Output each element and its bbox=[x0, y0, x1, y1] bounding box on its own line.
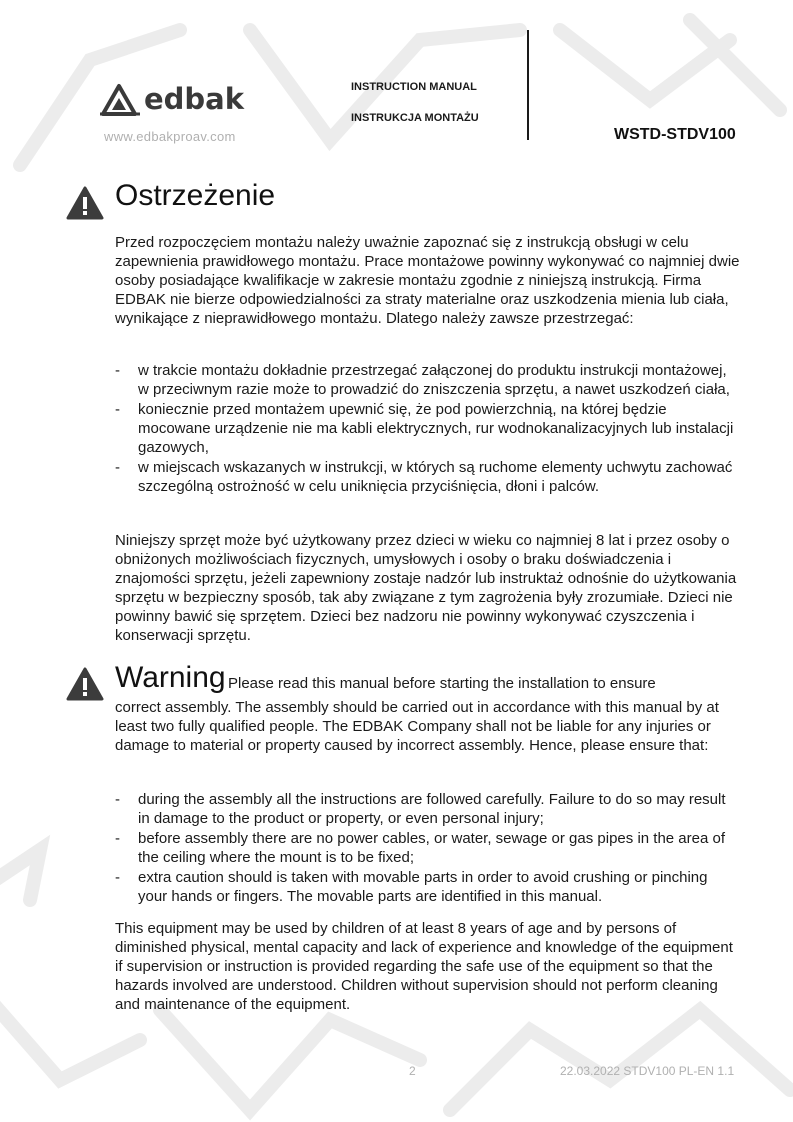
intro-paragraph-en: correct assembly. The assembly should be carried out in accordance with this manual by at least two fully qualified people. The EDBAK Company shall not be liable for any injuries or damage to material or property caused by incorrect assembly. Hence, please ensure that: bbox=[115, 699, 719, 754]
page-number: 2 bbox=[409, 1064, 416, 1078]
list-item: - koniecznie przed montażem upewnić się, że pod powierzchnią, na której będzie mocowane urządzenie nie ma kabli elektrycznych, rur wodnokanalizacyjnych lub instalacji gazowych, bbox=[115, 401, 734, 456]
website-url[interactable]: www.edbakproav.com bbox=[104, 129, 236, 144]
list-item-text: koniecznie przed montażem upewnić się, że pod powierzchnią, na której będzie mocowane urządzenie nie ma kabli elektrycznych, rur wodnokanalizacyjnych lub instalacji gazowych, bbox=[138, 401, 734, 456]
list-item-text: w trakcie montażu dokładnie przestrzegać załączonej do produktu instrukcji montażowej, w przeciwnym razie może to prowadzić do zniszczenia sprzętu, a nawet uszkodzeń ciała, bbox=[138, 362, 730, 398]
list-item: - during the assembly all the instructions are followed carefully. Failure to do so may result in damage to the product or property, or even personal injury; bbox=[115, 791, 726, 827]
children-paragraph-en: This equipment may be used by children of at least 8 years of age and by persons of diminished physical, mental capacity and lack of experience and knowledge of the equipment if supervision or instruction is provided regarding the safe use of the equipment so that the hazards involved are understood. Children without supervision should not perform cleaning and maintenance of the equipment. bbox=[115, 920, 733, 1013]
list-item-text: extra caution should is taken with movable parts in order to avoid crushing or pinching your hands or fingers. The movable parts are identified in this manual. bbox=[138, 869, 708, 905]
bg-line bbox=[450, 1010, 790, 1110]
logo-text: edbak bbox=[144, 82, 245, 116]
list-item: - w miejscach wskazanych w instrukcji, w których są ruchome elementy uchwytu zachować szczególną ostrożność w celu uniknięcia przyciśnięcia, dłoni i palców. bbox=[115, 459, 733, 495]
children-paragraph-pl: Niniejszy sprzęt może być użytkowany przez dzieci w wieku co najmniej 8 lat i przez osoby o obniżonych możliwościach fizycznych, umysłowych i osoby o braku doświadczenia i znajomości sprzętu, jeżeli zapewniony zostaje nadzór lub instruktaż odnośnie do użytkowania sprzętu w bezpieczny sposób, tak aby związane z tym zagrożenia były zrozumiałe. Dzieci nie powinny bawić się sprzętem. Dzieci bez nadzoru nie powinny wykonywać czyszczenia i konserwacji sprzętu. bbox=[115, 532, 737, 644]
bullet-list-pl bbox=[115, 361, 740, 497]
manual-title-en: INSTRUCTION MANUAL bbox=[351, 81, 477, 93]
list-item: - before assembly there are no power cables, or water, sewage or gas pipes in the area of the ceiling where the mount is to be fixed; bbox=[115, 830, 725, 866]
intro-paragraph-pl: Przed rozpoczęciem montażu należy uważnie zapoznać się z instrukcją obsługi w celu zapewnienia prawidłowego montażu. Prace montażowe powinny wykonywać co najmniej dwie osoby posiadające kwalifikacje w zakresie montażu zgodnie z niniejszą instrukcją. Firma EDBAK nie bierze odpowiedzialności za straty materialne oraz uszkodzenia mienia lub ciała, wynikające z nieprawidłowego montażu. Dlatego należy zawsze przestrzegać: bbox=[115, 234, 740, 327]
bg-line bbox=[0, 850, 40, 900]
section-heading-en: Warning bbox=[115, 661, 226, 694]
manual-title-pl: INSTRUKCJA MONTAŻU bbox=[351, 112, 479, 124]
model-number: WSTD-STDV100 bbox=[614, 126, 736, 143]
bullet-list-en bbox=[115, 790, 740, 907]
list-item-text: during the assembly all the instructions are followed carefully. Failure to do so may result in damage to the product or property, or even personal injury; bbox=[138, 791, 726, 827]
bg-line bbox=[160, 1010, 420, 1110]
header-divider bbox=[527, 30, 529, 140]
section-heading-pl: Ostrzeżenie bbox=[115, 179, 276, 212]
warning-icon bbox=[66, 667, 104, 701]
logo-mark-icon bbox=[100, 86, 140, 114]
list-item: - w trakcie montażu dokładnie przestrzegać załączonej do produktu instrukcji montażowej, w przeciwnym razie może to prowadzić do zniszczenia sprzętu, a nawet uszkodzeń ciała, bbox=[115, 362, 730, 398]
list-item: - extra caution should is taken with movable parts in order to avoid crushing or pinching your hands or fingers. The movable parts are identified in this manual. bbox=[115, 869, 708, 905]
edbak-logo bbox=[100, 80, 260, 116]
intro-first-line-en: Please read this manual before starting the installation to ensure bbox=[228, 675, 656, 692]
list-item-text: w miejscach wskazanych w instrukcji, w których są ruchome elementy uchwytu zachować szczególną ostrożność w celu uniknięcia przyciśnięcia, dłoni i palców. bbox=[138, 459, 733, 495]
document-id: 22.03.2022 STDV100 PL-EN 1.1 bbox=[560, 1064, 735, 1078]
list-item-text: before assembly there are no power cables, or water, sewage or gas pipes in the area of the ceiling where the mount is to be fixed; bbox=[138, 830, 725, 866]
warning-icon bbox=[66, 186, 104, 220]
